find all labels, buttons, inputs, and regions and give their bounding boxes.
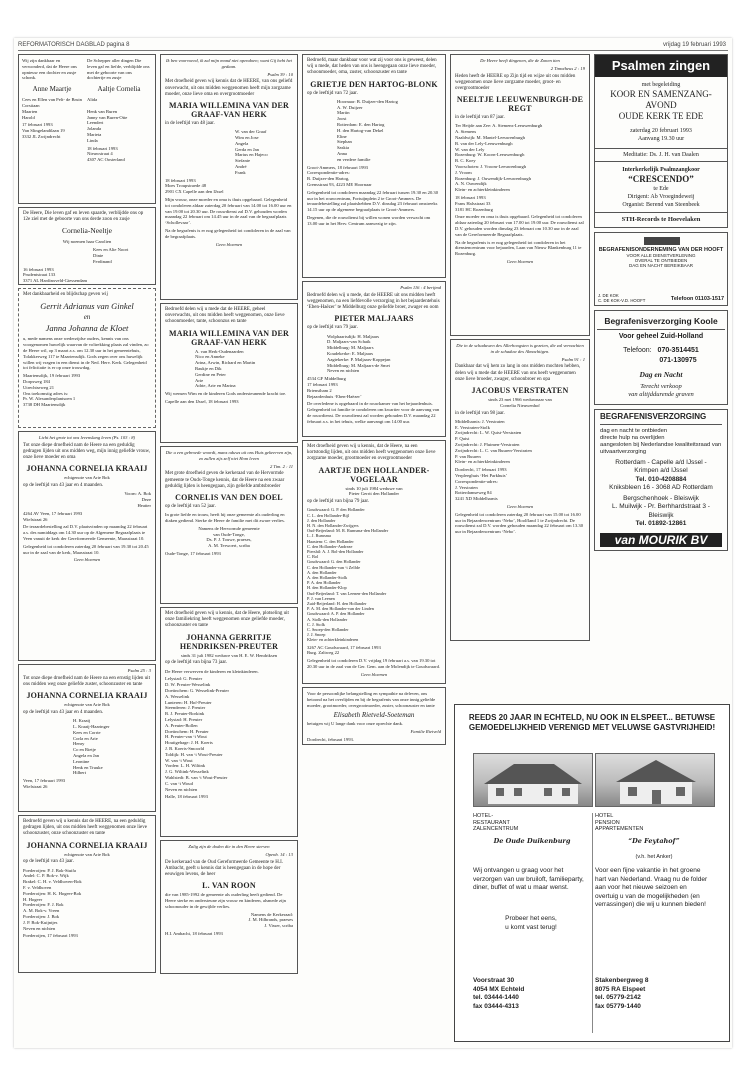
- ad-divider: [592, 813, 593, 1033]
- notice-text: Wij wensen Wim en de kinderen Gods ondersteunende kracht toe.: [165, 391, 287, 397]
- house-illustration-icon: [596, 754, 714, 806]
- ad-date: zaterdag 20 februari 1993 Aanvang 19.30 uur: [630, 128, 692, 142]
- choir-name: “CRESCENDO”: [628, 174, 694, 184]
- bible-verse: De Heere heeft dingenen, die de Zonen tten: [480, 58, 560, 63]
- ad-subtitle: Voor geheel Zuid-Holland: [618, 333, 704, 340]
- deceased-name: JOHANNA CORNELIA KRAAIJ: [26, 691, 148, 701]
- age-line: in de leeftijd van 87 jaar.: [455, 115, 505, 121]
- death-notice: [160, 446, 298, 604]
- deceased-name: NEELTJE LEEUWENBURGH-DE REGT: [456, 95, 584, 114]
- birth-notice-right: [87, 58, 151, 165]
- notice-intro: Met droefheid geven wij kennis dat de HEERE, van ons geliefd onverwacht, uit ons midden weggenomen heeft mijn zorgzame moeder, onze lieve oma en overgrootmoeder: [165, 79, 293, 97]
- age-line: in de leeftijd van 48 jaar.: [165, 121, 215, 126]
- age-line: in de leeftijd van 98 jaar.: [455, 410, 505, 416]
- verse-reference: 2 Tim. 2 : 11: [269, 463, 293, 469]
- notice-text: In grote liefde en trouw, heeft hij onze gemeente als ouderling en diaken gediend. Sterke de Heere de familie met dit zware verlies.: [165, 512, 285, 523]
- family-names: Alida Henk van Buren Janny van Buren-Otte Leendert Jolanda Marieta Linda: [87, 97, 128, 143]
- column-5: [594, 54, 728, 654]
- issue-date: vrijdag 19 februari 1993: [662, 42, 726, 48]
- ad-tagline: Dag en Nacht: [639, 370, 683, 379]
- bible-verse: Psalm 25 : 3: [127, 668, 151, 673]
- deceased-name: JOHANNA GERRITJE HENDRIKSEN-PREUTER: [179, 632, 279, 651]
- no-flowers: Geen bloemen: [360, 671, 388, 677]
- death-notice: [18, 815, 156, 973]
- family-names: Voorn: A. Bok Deze Heatter: [124, 491, 151, 508]
- death-notice: [450, 54, 590, 336]
- death-notice: [302, 54, 446, 278]
- family-names: Poederoijen: P. J. Bok-Stuifa Andel: C. P. Bok-v. Wijk Brakel: C. H. v. Veldhoven-Bok F. v. Veldhoven Poederoijen: H. K. Hogeer-Bok H. Hogeer Poederoijen: F. J. Bok A. M. Bok-v. Vreen Poederoijen: J. Bok J. P. Bok-Kuijntjes Neven en nichten: [23, 867, 82, 931]
- notice-date: 3267 AC Goudswaard, 17 februari 1993 Burg. Zaltweg 22: [307, 644, 381, 656]
- notice-intro: Met grote droefheid geven de kerkeraad van de Hervormde gemeente te Ouds-Tonge kennis, dat de Heere na een zwaar geduldig lijden is heengegaan, zijn geliefde ambtsbroeder: [165, 471, 285, 489]
- ad-services: VOOR ALLE DIENSTVERLENING OVERAL TE ONTBIEDEN DAG EN NACHT BEREIKBAAR: [626, 253, 696, 269]
- verse-reference: Psalm 91 : 1: [561, 356, 585, 362]
- ad-organiser: Interkerkelijk Psalmzangkoor: [622, 167, 700, 173]
- family-names: Lelystad: G. Preuter D. W. Preuter-Wesselink Doetinchem: G. Wesselink-Preuter A. Wesselink Lunteren: H. Hof-Preuter Steenderen: J. Preuter B. J. Preuter-Borkink Lelystad: H. Preuter A. Preuter-Bollen Doetinchem: H. Preuter H. Preuter-van ‘t Wout Houtigehage: J. H. Koerts J. B. Koerts-Smoorld Toldijk: H. van ‘t Wout-Preuter W. van ‘t Wout Vorden: L. H. Wiltink J. G. Wiltink-Wesselink Wahlstedt: B. van ‘t Wout-Preuter C. van ‘t Woud Neven en nichten: [165, 676, 229, 792]
- child-name: Anne Maartje: [32, 85, 72, 94]
- spouse-line: echtgenote van Arie Bok: [64, 851, 110, 857]
- paper-name: REFORMATORISCH DAGBLAD pagina 8: [18, 42, 130, 48]
- phone-number: 071-130975: [659, 357, 697, 364]
- notice-date: Oude-Tonge, 17 februari 1993: [165, 550, 221, 556]
- notice-intro: De kerkeraad van de Oud Gereformeerde Gemeente te H.I. Ambacht, geeft u kennis dat is heengegaan in de hope der eeuwigen levens, de heer: [165, 859, 283, 877]
- notice-intro: Tot onze diepe droefheid nam de Heere na een ernstig lijden uit ons midden weg onze geliefde zuster, schoonzuster en tante: [23, 675, 150, 687]
- restaurant-name: De Oude Duikenburg: [493, 837, 571, 845]
- notice-date: 18 februari 1993 Moes Troupstraede 48 2901 CX Capelle aan den IJssel: [165, 177, 224, 195]
- ad-phone: Telefoon 01103-1517: [670, 296, 724, 302]
- restaurant-photo: [473, 753, 593, 807]
- notice-text: die van 1985-1992 de gemeente als ouderling heeft gediend. De Heere sterke en ondersteune zijn vrouw en kinderen, alsmede zijn schoonouder in de gewijlde verlies.: [165, 892, 286, 909]
- notice-intro: Met droefheid geven wij u kennis, dat de Heere, na een kortstondig lijden, uit ons midden heeft weggenomen onze lieve zorgzame moeder, grootmoeder en overgrootmoeder: [307, 444, 436, 462]
- ad-speaker: Meditatie: Ds. J. H. van Daalen: [595, 148, 727, 162]
- birth-notice-left: [22, 58, 82, 142]
- restaurant-cta: Probeer het eens, u komt vast terug!: [505, 915, 557, 931]
- phone-number: 070-3514451: [657, 347, 699, 354]
- family-names: Kees en Alie Noort Dinie Ferdinand: [93, 247, 129, 264]
- spouse-line: echtgenote van Arie Bok: [64, 475, 110, 481]
- ad-title: BEGRAFENISVERZORGING: [600, 413, 722, 425]
- notice-intro: Bedroefd, maar dankbaar voor wat zij voor ons is geweest, delen wij u mede, dat heden van ons is heengegaan onze lieve moeder, schoonmoeder, oma, zuster, schoonzuster en tante: [307, 58, 437, 76]
- signatories: Namens de Kerkeraad: J. M. Hilbrands, praeses J. Visser, scriba: [248, 911, 293, 929]
- deceased-name: JACOBUS VERSTRATEN: [471, 386, 569, 395]
- deceased-name: MARIA WILLEMINA VAN DER GRAAF-VAN HERK: [169, 101, 289, 119]
- deceased-name: L. VAN ROON: [202, 881, 256, 891]
- notice-text: u, mede namens onze wederzijdse ouders, kennis van ons voorgenomen huwelijk waarvan de voltrekking plaats zal vinden, zo de Heere wil, op 3 maart a.s. om 12.30 uur in het gemeentehuis, Tolakkerweg 117 te Maartensdijk. Gods zegen over ons huwelijk willen wij vragen in een dienst in de Ned. Herv. Kerk. Gelegenheid tot felicitatie is er op onze trouwdag.: [23, 336, 149, 371]
- notice-text: Wij zijn dankbaar en verwonderd, dat de Heere ons opnieuw een dochter en zusje schonk.: [22, 58, 77, 81]
- deceased-name: JOHANNA CORNELIA KRAAIJ: [26, 840, 148, 850]
- no-flowers: Geen bloemen: [73, 557, 101, 563]
- ad-sponsor: STH-Records te Hoevelaken: [595, 212, 727, 227]
- ad-owners: J. DE KOK C. DE KOK-V.D. HOOFT: [598, 293, 646, 303]
- age-line: op de leeftijd van 43 jaar.: [23, 859, 74, 865]
- age-line: op de leeftijd van 43 jaar en 4 maanden.: [23, 483, 104, 489]
- column-1: [18, 54, 156, 1042]
- notice-text: De teraardebestelling zal D.V. plaatsvinden op maandag 22 februari a.s. des namiddags om 14.30 uur op de Algemene Begraafplaats te Veen vanuit de kerk der Gereformeerde Gemeente, Maasstraat 10.: [23, 524, 148, 541]
- header-rule: [18, 50, 728, 51]
- notice-intro: Tot onze diepe droefheid nam de Heere na een geduldig gedragen lijden uit ons midden weg, mijn innig geliefde vrouw, onze lieve moeder en oma: [23, 442, 151, 461]
- notice-intro: Bedroefd delen wij u mede dat de HEERE, geheel onverwachts, uit ons midden heeft weggenomen, onze lieve schoonmoeder, tante, schoonzus en tante: [165, 307, 285, 325]
- notice-text: Gelegenheid tot condoleren maandag 22 februari tussen 19.30 en 20.30 uur in het rouwcentrum, Fortuijnplein 2 te Groot-Ammers. De teraardebestelling zal plaatshebben D.V. dinsdag 23 februari omstreeks 14.15 uur op de algemene begraafplaats te Groot-Ammers.: [307, 189, 439, 213]
- bible-verse: Licht het grote tot ons levenslang leven (Ps. 103 : 8): [38, 435, 136, 440]
- ad-slogan: Terecht verkoop van altijddurende graven: [628, 383, 694, 398]
- bible-verse: Zalig zijn de doden die in den Heere sterven: [188, 844, 270, 849]
- notice-date: Groot-Ammers, 18 februari 1993 Correspondentie-adres: B. Duijzer-den Hartog, Grensstraat 93, 4223 ME Hoornaar: [307, 164, 372, 187]
- notice-date: Dordrecht, februari 1993.: [307, 736, 354, 742]
- notice-date: Maartensdijk, 19 februari 1993 Dorpsweg 184 Utrechtseweg 21 Ons toekomstig adres is: Pr. W. Alexanderplantsoen 1 3738 DH Maartensdijk: [23, 373, 81, 408]
- ad-title: Psalmen zingen: [595, 55, 727, 77]
- age-line: op de leeftijd van 52 jaar.: [165, 504, 216, 509]
- deceased-name: CORNELIS VAN DEN DOEL: [175, 493, 283, 502]
- condolence-text: Degenen, die de rouwdienst bij willen wonen worden verwacht om 13.00 uur in het Herv. Centrum aanwezig te zijn.: [307, 214, 431, 226]
- spouse-line: echtgenote van Arie Bok: [64, 702, 110, 708]
- verse-reference: Psalm 116 : 4 berijmd: [400, 285, 441, 290]
- family-names: W. van der Graaf Wim en Jose Angela Gerda en Jan Marius en Hajeco Stefanie André Frank: [235, 129, 268, 175]
- phone-block: [597, 346, 725, 366]
- ad-venue: OUDE KERK TE EDE: [618, 111, 704, 121]
- notice-text: betuigen wij U lange dank voor onze oprechte dank.: [307, 721, 404, 727]
- death-notice: [302, 281, 446, 437]
- age-line: op de leeftijd van 79 jaar.: [307, 325, 358, 331]
- ad-region: Rotterdam - Capelle a/d IJssel - Krimpen a/d IJssel: [615, 458, 707, 474]
- notice-date: 16 februari 1993 Prudentstraat 133 3371 AL Hardinxveld-Giessendam: [23, 266, 88, 284]
- family-names: Middelharnis: J. Verstraten E. Verstraten-Stolk Zwijndrecht: L. W. Quist-Verstraten P. Quist Zwijndrecht: J. Pluimen-Verstraten Zwijndrecht: L. C. van Buuren-Verstraten P. van Buuren Klein- en achterkleinkinderen: [455, 418, 532, 465]
- family-names: A. van Herk-Oudenaarden Nico en Anneke Arina, Arwin, Richard en Martin Baukje en Dik Gerdine en Peter Arie Adrie, Arie en Marina: [195, 348, 256, 389]
- ad-title: BEGRAFENISONDERNEMING VAN DER HOOFT: [598, 247, 724, 253]
- pension-caption: HOTEL PENSION APPARTEMENTEN: [595, 813, 644, 832]
- deceased-name: JOHANNA CORNELIA KRAAIJ: [26, 464, 148, 474]
- notice-date: Poederoijen, 17 februari 1993: [23, 933, 78, 939]
- deceased-name: GRIETJE DEN HARTOG-BLONK: [310, 79, 438, 89]
- child-name: Cornelia-Neeltje: [62, 226, 112, 236]
- spouse-line: sinds 23 mei 1966 weduwnaar van Cornelia Nieuwenhof: [488, 397, 552, 408]
- restaurant-caption: HOTEL- RESTAURANT ZALENCENTRUM: [473, 813, 519, 832]
- notice-intro: Bedroefd geven wij u kennis dat de HEERE, na een geduldig gedragen lijden, uit ons midden heeft weggenomen onze lieve schoonzuster, onze schoonzuster en tante: [23, 819, 147, 837]
- notice-date: 18 februari 1993 Frans Halsstraat 33 3181 HC Rozenburg: [455, 194, 493, 212]
- ad-address: Kniksbleen 16 - 3068 AD Rotterdam: [609, 484, 713, 491]
- notice-date: Halle, 18 februari 1993: [165, 794, 208, 800]
- family-names: Goudswaard: G. P. den Hollander C. L. den Hollander-Bijl J. den Hollander H. N. den Hollander-Zwijgers Oud-Beijerland: M. R. Rumsma-den Hollander L. J. Rumsma Haastem: C. den Hollander C. den Hollander-Andreae Piershil: A. J. Bol-den Hollander C. Bol Goudswaard: G. den Hollander C. den Hollander-van ‘t Zelfde A. den Hollander A. den Hollander-Stolk P. A. den Hollander H. den Hollander-Klop Oud-Beijerland: T. van Leenen-den Hollander P. J. van Leenen Zuid-Beijerland: H. den Hollander P. A. M. den Hollander-van der Linden Goudswaard: A. P. den Hollander A. Stolk-den Hollander C. J. Stolk C. Snoep-den Hollander J. J. Snoep Klein- en achterkleinkinderen: [307, 507, 389, 643]
- pension-former-name: (v.h. het Anker): [635, 854, 673, 860]
- building-illustration-icon: [474, 754, 592, 806]
- family-names: H. Kraaij L. Kraaij-Haaringer Kees en Corrie Corla en Arie Henry Co en Rietje Angela en Jan Leontine Henk en Truuke Hilbert: [73, 718, 110, 776]
- column-2: [160, 54, 298, 1042]
- signatories: Namens de Hervormde gemeente van Oude-Tonge, Ds. P. J. Touwe, praeses, A. M. Terwoert, scriba: [198, 525, 260, 549]
- notice-intro: Voor de persoonlijke belangstelling en sympathie na deleven, ons betoond na het overlijden en bij de begrafenis van onze innig geliefde moeder, grootmoeder, overgrootmoeder, zuster, schoonzuster en tante: [307, 691, 436, 708]
- notice-text: Mijn vrouw, onze moeder en oma is thuis opgebaard. Gelegenheid tot condoleren aldaar zaterdag 20 februari van 14.00 tot 16.00 uur en van 19.00 tot 20.30 uur. De rouwdienst zal D.V. gehouden worden maandag 22 februari om 14.45 uur in de zaal van de begraafplaats ‘Schollevaar’.: [165, 196, 292, 226]
- notice-intro: Bedroefd delen wij u mede, dat de HEERE uit ons midden heeft weggenomen, na een liefdevolle verzorging in het bejaardentehuis ‘Eben-Haëzer’ te Middelburg onze geliefde broer, zwager en oom: [307, 292, 440, 311]
- family-names: Cees en Ellen van Pelt- de Bruin Corstiaan Maarten Harold: [22, 97, 82, 120]
- age-line: op de leeftijd van bijna 73 jaar.: [165, 660, 228, 666]
- bible-verse: Die u een gebroede woordt, mans oduws uit ons Huis gekeerven zijn, zo zullen zijs zelf niet Hom leven: [165, 450, 293, 461]
- notice-text: De Heere, Die leven gaf en leven spaarde, verblijdde ons op 12e ziel met de geboorte van ons derde zoon en zusje: [23, 211, 144, 223]
- ad-phone: Tel. 01892-12861: [635, 520, 687, 527]
- phone-label: Telefoon:: [623, 347, 652, 354]
- deceased-name: MARIA WILLEMINA VAN DER GRAAF-VAN HERK: [169, 328, 289, 347]
- birth-notice: [18, 207, 156, 285]
- verse-reference: 2 Timotheus 2 : 19: [550, 65, 585, 71]
- family-names: Ter Heijde aan Zee: A. Siemens-Leeuwenburgh A. Siemens Naaldwijk: M. Mantel-Leeuwenburgh B. van der Lely-Leeuwenburgh W. van der Lely Rozenburg: W. Koorn-Leeuwenburgh B. C. Koey Voorschoten: J. Vroom-Leeuwenburgh J. Vroom Rozenburg: J. Ouwendijk-Leeuwenburgh A. N. Ouwendijk Klein- en achterkleinkinderen: [455, 123, 543, 193]
- death-notice: [160, 840, 298, 974]
- and-connector: en: [83, 313, 91, 322]
- koole-ad: [594, 310, 728, 405]
- notice-intro: Dankbaar dat wij hem zo lang in ons midden mochten hebben, delen wij u mede dat de HEERE van ons heeft weggenomen onze lieve broeder, zwager, schoonbroer en opa: [455, 364, 581, 382]
- notice-intro: Met dankbaarheid en blijdschap geven wij: [23, 292, 108, 297]
- child-name: Aaltje Cornelia: [97, 85, 141, 94]
- pension-text: Voor een fijne vakantie in het groene hart van Nederland. Vraag nu de folder aan voor het nieuwe seizoen en overtuig u van de mogelijkheden (en verrassingen) die wij u kunnen bieden!: [595, 867, 708, 908]
- bible-verse: Ik ben voorvoeed, ik zal mijn mond niet opendoen; want Gij hebt het gedaan.: [166, 58, 292, 69]
- vanderhooft-ad: [594, 232, 728, 306]
- choir-place: te Ede: [653, 186, 669, 192]
- notice-date: Veen, 17 februari 1993 Wielstraat 26: [23, 778, 66, 789]
- ad-event: KOOR EN SAMENZANG-AVOND: [610, 89, 712, 110]
- child-nickname: Wij noemen haar Carolien: [62, 239, 112, 245]
- notice-text: De overledene is opgebaard in de rouwkamer van het bejaardenhuis. Gelegenheid tot familie te condoleren om kwartier voor de aanvang van de rouwdienst. De rouwdienst zal worden gehouden D.V. maandag 22 februari a.s. in het tehuis, welke aanvangt om 14.00 uur.: [307, 401, 440, 424]
- ad-staff: Dirigent: Ab Vroegindeweij Organist: Berend van Steenbeek: [622, 194, 700, 208]
- notice-date: 18 februari 1993 Nieuwstraat 4 4307 AC Oosterland: [87, 145, 125, 163]
- deceased-name: PIETER MALJAARS: [334, 314, 414, 324]
- notice-text: De Schepper aller dingen Die leven gaf en liefde, verblijdde ons met de geboorte van ons dochtertje en zusje: [87, 58, 150, 81]
- thank-you-notice: [302, 687, 446, 745]
- notice-intro: Heden heeft de HEERE op Zijn tijd en wijze uit ons midden weggenomen onze lieve zorgzame moeder, groot- en overgrootmoeder: [455, 73, 576, 91]
- bible-verse: Die in de schaduwen des Allerhoogsten is gezeten, die zal vernachten in de schaduw des Almachtigen.: [456, 343, 584, 354]
- ad-headline: REEDS 20 JAAR IN ECHTELD, NU OOK IN ELSPEET... BETUWSE GEMOEDELIJKHEID VERENIGD MET VELUWSE GASTVRIJHEID!: [468, 713, 716, 732]
- notice-date: 4534 GF Middelburg 17 februari 1993 Brienstham 2 Bejaardenhuis ‘Eben-Haëzer’: [307, 376, 362, 399]
- no-flowers: Geen bloemen: [506, 258, 534, 264]
- age-line: op de leeftijd van bijna 79 jaar.: [307, 499, 370, 505]
- spouse-line: sinds 10 juli 1984 weduwe van Pieter Gerrit den Hollander: [345, 485, 403, 497]
- pension-name: “De Feytahof”: [628, 837, 680, 845]
- column-3: [302, 54, 446, 742]
- column-4: [450, 54, 590, 714]
- death-notice: [18, 431, 156, 661]
- notice-date: 17 februari 1993 Van Slingelandtlaan 19 3332 JL Zwijndrecht: [22, 122, 65, 139]
- notice-address: 4264 AV Veen, 17 februari 1993 Wielstraat 26: [23, 510, 83, 522]
- no-flowers: Geen bloemen: [506, 503, 534, 509]
- engagement-notice: [18, 288, 156, 428]
- notice-date: Dordrecht, 17 februari 1993 Verpleeghuis ‘Het Parkhuis’ Correspondentie-adres: J. Verstraten Rotterdamseweg 84 3241 XD Middelharnis: [455, 467, 508, 502]
- notice-date: H.I. Ambacht, 18 februari 1993: [165, 930, 223, 936]
- vanmourik-ad: [594, 409, 728, 551]
- death-notice: [302, 440, 446, 684]
- groom-name: Gerrit Adrianus van Ginkel: [40, 301, 134, 312]
- birth-notice-double: [18, 54, 156, 204]
- restaurant-address: Voorstraat 30 4054 MX Echteld tel. 03444-1440 fax 03444-4313: [473, 977, 525, 1010]
- notice-text: Onze moeder en oma is thuis opgebaard. Gelegenheid tot condoleren aldaar zaterdag 20 februari van 17.00 tot 19.00 uur. De rouwdienst zal D.V. gehouden worden dinsdag 23 februari om 10.30 uur in de zaal van de Gereformeerde Begraafplaats.: [455, 214, 584, 237]
- verse-reference: Psalm 39 : 10: [267, 71, 293, 77]
- ad-subtitle: met begeleiding: [641, 82, 681, 88]
- verse-reference: Openb. 14 : 13: [265, 851, 293, 857]
- condolence-text: Na de begrafenis is er nog gelegenheid tot condoleren in het dienstencentrum voor bejaarden, Laan van Nieuw Blankenburg 11 te Rozenburg.: [455, 239, 582, 257]
- hotel-ad: [454, 704, 730, 1042]
- no-flowers: Geen bloemen: [215, 241, 243, 247]
- ad-title: Begrafenisverzorging Koole: [597, 313, 725, 330]
- family-names: Wolphaartsdijk: H. Maljaars D. Maljaars-van Schaik Middelburg: M. Maljaars Koudekerke: E. Maljaars Aagtekerke: P. Maljaars-Koppejan Middelburg: M. Maljaars-de Smet Neven en nichten: [327, 333, 391, 374]
- notice-intro: Met droefheid geven wij u kennis, dat de Heere, plotseling uit onze familiekring heeft weggenomen onze geliefde moeder, schoonzuster en tante: [165, 611, 289, 629]
- deceased-name: Elisabeth Rietveld-Soeteman: [333, 711, 415, 720]
- family-names: Hoornaar: B. Duijzer-den Hartog A. W. Duijzer Martin Joost Rotterdam: E. den Hartog H. den Hartog-van Dekel Eline Stephan Saskia Anna en verdere familie: [337, 98, 398, 162]
- notice-text: Gelegenheid tot condoleren D.V. vrijdag 19 februari a.s. van 19.30 tot 20.30 uur in de zaal van de Ger. Gem. aan de Molendijk te Goudswaard.: [307, 658, 441, 670]
- vanmourik-logo: van MOURIK BV: [600, 533, 722, 548]
- ad-phone: Tel. 010-4208884: [635, 475, 687, 483]
- deceased-name: AARTJE DEN HOLLANDER-VOGELAAR: [318, 465, 430, 484]
- condolence-text: Na de begrafenis is er nog gelegenheid tot condoleren in de zaal van de begraafplaats.: [165, 227, 291, 239]
- notice-text: De Heere verwerven de kinderen en kleinkinderen.: [165, 668, 259, 674]
- signatories: Familie Rietveld: [410, 729, 441, 735]
- death-notice: [160, 607, 298, 837]
- pension-photo: [595, 753, 715, 807]
- condolence-text: Gelegenheid tot condoleren zaterdag 20 februari van 19.30 tot 20.45 uur in de zaal van de kerk, Maasstraat 10.: [23, 543, 149, 555]
- newspaper-page: [14, 38, 732, 1048]
- funeral-emblem-icon: [642, 235, 682, 247]
- notice-text: Gelegenheid tot condoleren zaterdag 20 februari van 15.00 tot 16.00 uur in Bejaardencentrum ‘Nebo’, Hoolfland 1 te Zwijndrecht. De rouwdienst zal D.V. worden gehouden maandag 22 februari om 13.30 uur in Bejaardencentrum ‘Nebo’.: [455, 511, 583, 535]
- death-notice: [450, 339, 590, 641]
- pension-address: Stakenbergweg 8 8075 RA Elspeet tel. 05779-2142 fax 05779-1440: [595, 977, 649, 1010]
- death-notice: [18, 664, 156, 812]
- notice-date: Capelle aan den IJssel, 18 februari 1993: [165, 398, 239, 404]
- death-notice: [160, 303, 298, 443]
- spouse-line: sinds 31 juli 1982 weduwe van H. E. W. Hendriksen: [180, 652, 278, 658]
- age-line: op de leeftijd van 72 jaar.: [307, 90, 358, 96]
- ad-region: Bergschenhoek - Bleiswijk L. Muilwijk - Pr. Berhhardstraat 3 - Bleiswijk: [612, 494, 710, 519]
- restaurant-text: Wij ontvangen u graag voor het verzorgen van uw bruiloft, familieparty, diner, buffet of wat u maar wenst.: [473, 867, 584, 891]
- age-line: op de leeftijd van 43 jaar en 4 maanden.: [23, 710, 104, 715]
- psalm-concert-ad: [594, 54, 728, 228]
- ad-services: dag en nacht te ontbieden directe hulp na overlijden aangesloten bij Nederlandse kwaliteitsraad van uitvaartverzorging: [600, 427, 722, 455]
- death-notice: [160, 54, 298, 300]
- bride-name: Janna Johanna de Kloet: [45, 323, 129, 334]
